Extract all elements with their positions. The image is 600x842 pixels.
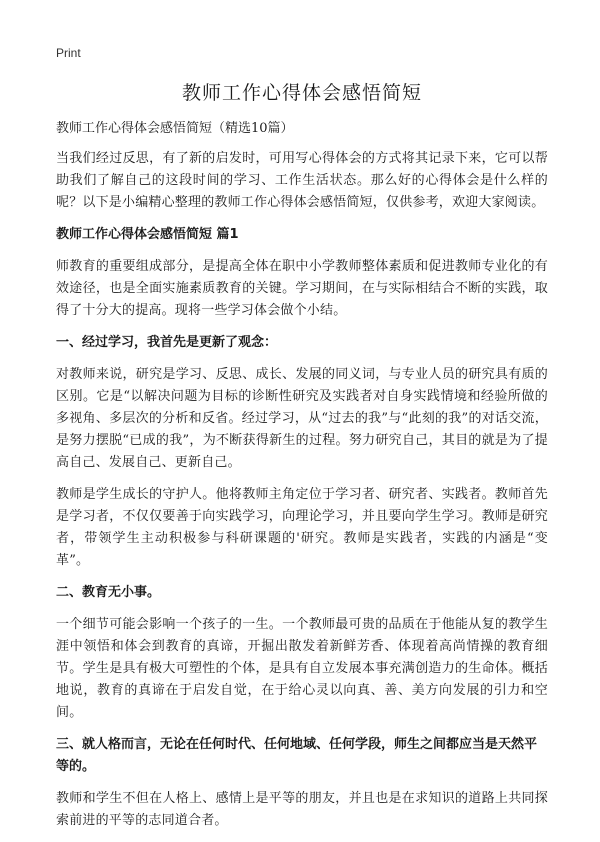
point-1-paragraph-1: 对教师来说，研究是学习、反思、成长、发展的同义词，与专业人员的研究具有质的区别。它是“以解决问题为目标的诊断性研究及实践者对自身实践情境和经验所做的多视角、多层次的分析和反省。经过学习，从“过去的我”与“此刻的我”的对话交流，是努力摆脱“已成的我”，为不断获得新生的过程。努力研究自己，其目的就是为了提高自己、发展自己、更新自己。: [56, 367, 548, 470]
section-intro-paragraph: 师教育的重要组成部分，是提高全体在职中小学教师整体素质和促进教师专业化的有效途径，也是全面实施素质教育的关键。学习期间，在与实际相结合不断的实践，取得了十分大的提高。现将一些学习体会做个小结。: [56, 259, 548, 318]
point-3-paragraph-1: 教师和学生不但在人格上、感情上是平等的朋友，并且也是在求知识的道路上共同探索前进的平等的志同道合者。: [56, 791, 548, 828]
point-1-heading: 一、经过学习，我首先是更新了观念：: [56, 335, 278, 350]
point-1-paragraph-2: 教师是学生成长的守护人。他将教师主角定位于学习者、研究者、实践者。教师首先是学习者，不仅仅要善于向实践学习，向理论学习，并且要向学生学习。教师是研究者，带领学生主动积极参与科研课题的'研究。教师是实践者，实践的内涵是“变革”。: [56, 487, 548, 568]
point-3-heading: 三、就人格而言，无论在任何时代、任何地域、任何学段，师生之间都应当是天然平等的。: [56, 737, 538, 774]
print-label[interactable]: Print: [56, 46, 81, 60]
section-heading: 教师工作心得体会感悟简短 篇1: [56, 227, 239, 242]
point-2-paragraph-1: 一个细节可能会影响一个孩子的一生。一个教师最可贵的品质在于他能从复的教学生涯中领悟和体会到教育的真谛，开掘出散发着新鲜芳香、体现着高尚情操的教育细节。学生是具有极大可塑性的个体，是具有自立发展本事充满创造力的生命体。概括地说，教育的真谛在于启发自觉，在于给心灵以向真、善、美方向发展的引力和空间。: [56, 617, 548, 720]
article-body: [56, 118, 548, 842]
point-2-heading: 二、教育无小事。: [56, 585, 161, 600]
article-subtitle: 教师工作心得体会感悟简短（精选10篇）: [56, 121, 294, 136]
intro-paragraph: 当我们经过反思，有了新的启发时，可用写心得体会的方式将其记录下来，它可以帮助我们了解自己的这段时间的学习、工作生活状态。那么好的心得体会是什么样的呢？以下是小编精心整理的教师工作心得体会感悟简短，仅供参考，欢迎大家阅读。: [56, 151, 548, 210]
page-title: 教师工作心得体会感悟简短: [181, 82, 422, 104]
